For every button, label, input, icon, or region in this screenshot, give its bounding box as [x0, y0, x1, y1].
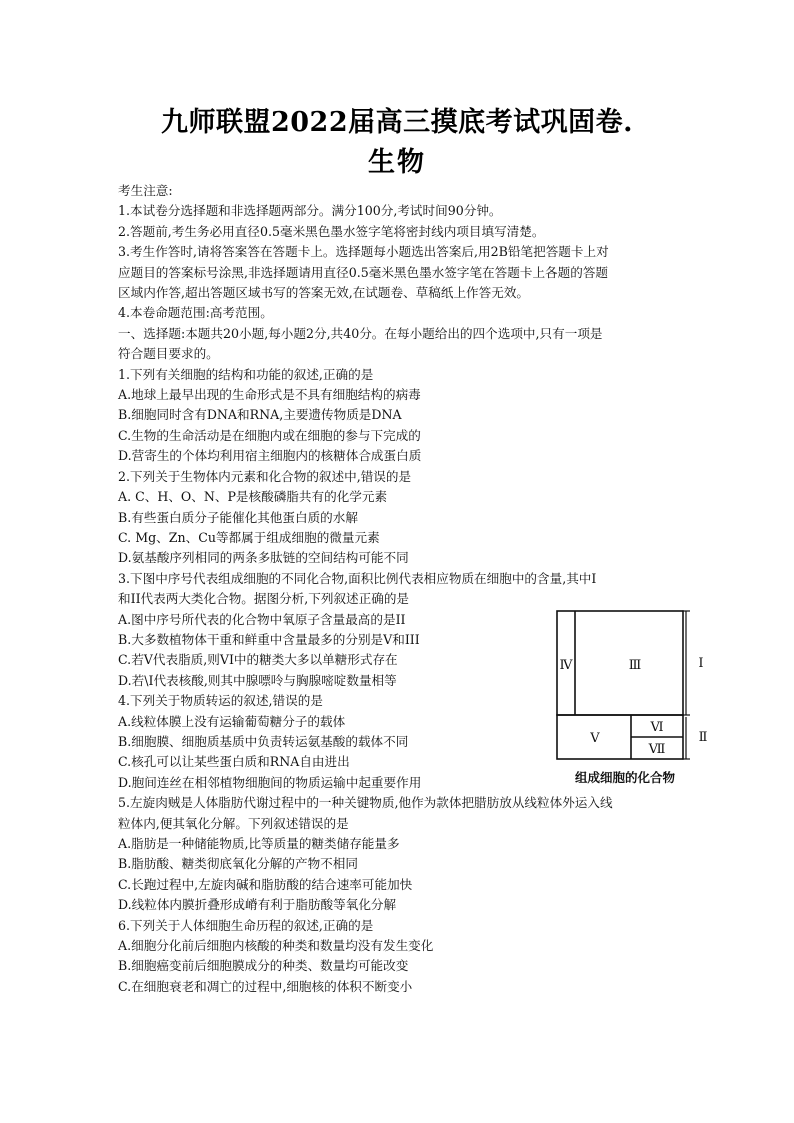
notice-item: 应题目的答案标号涂黑,非选择题请用直径0.5毫米黑色墨水签字笔在答题卡上各题的答题 [118, 264, 609, 280]
exam-title: 九师联盟2022届高三摸底考试巩固卷. [160, 107, 634, 138]
option-c: C.若V代表脂质,则VI中的糖类大多以单糖形式存在 [118, 652, 398, 668]
question-stem-cont: 和II代表两大类化合物。据图分析,下列叙述正确的是 [118, 591, 410, 607]
question-stem: 6.下列关于人体细胞生命历程的叙述,正确的是 [118, 917, 374, 933]
option-c: C. Mg、Zn、Cu等都属于组成细胞的微量元素 [118, 529, 380, 545]
option-c: C.核孔可以让某些蛋白质和RNA自由进出 [118, 754, 350, 770]
option-d: D.线粒体内膜折叠形成嵴有利于脂肪酸等氧化分解 [118, 897, 397, 913]
notice-item: 4.本卷命题范围:高考范围。 [118, 305, 273, 321]
option-b: B.脂肪酸、糖类彻底氧化分解的产物不相同 [118, 856, 358, 872]
notice-item: 区域内作答,超出答题区域书写的答案无效,在试题卷、草稿纸上作答无效。 [118, 285, 530, 301]
notice-heading: 考生注意: [118, 183, 173, 198]
option-b: B.大多数植物体干重和鲜重中含量最多的分别是V和III [118, 631, 420, 647]
option-d: D.胞间连丝在相邻植物细胞间的物质运输中起重要作用 [118, 774, 422, 790]
option-d: D.若\I代表核酸,则其中腺嘌呤与胸腺嘧啶数量相等 [118, 672, 397, 688]
question-stem: 4.下列关于物质转运的叙述,错误的是 [118, 693, 323, 709]
compound-diagram-svg [553, 607, 713, 767]
option-a: A.地球上最早出现的生命形式是不具有细胞结构的病毒 [118, 387, 421, 403]
option-c: C.长跑过程中,左旋肉碱和脂肪酸的结合速率可能加快 [118, 876, 413, 892]
option-b: B.细胞同时含有DNA和RNA,主要遗传物质是DNA [118, 407, 402, 423]
region-i-box [557, 611, 683, 715]
section-heading: 一、选择题:本题共20小题,每小题2分,共40分。在每小题给出的四个选项中,只有一项是 [118, 325, 603, 341]
option-a: A.细胞分化前后细胞内核酸的种类和数量均没有发生变化 [118, 938, 434, 954]
option-c: C.在细胞衰老和凋亡的过程中,细胞核的体积不断变小 [118, 978, 413, 994]
exam-body [118, 181, 678, 997]
label-ii: Ⅱ [698, 730, 708, 745]
question-stem: 1.下列有关细胞的结构和功能的叙述,正确的是 [118, 366, 374, 382]
option-a: A.脂肪是一种储能物质,比等质量的糖类储存能量多 [118, 836, 400, 851]
label-vii: Ⅶ [648, 742, 666, 757]
option-a: A. C、H、O、N、P是核酸磷脂共有的化学元素 [118, 489, 388, 505]
question-stem: 3.下图中序号代表组成细胞的不同化合物,面积比例代表相应物质在细胞中的含量,其中I [118, 570, 597, 586]
option-d: D.营寄生的个体均利用宿主细胞内的核糖体合成蛋白质 [118, 448, 422, 464]
option-d: D.氨基酸序列相同的两条多肽链的空间结构可能不同 [118, 550, 409, 566]
label-vi: Ⅵ [650, 720, 664, 735]
question-stem: 2.下列关于生物体内元素和化合物的叙述中,错误的是 [118, 468, 412, 484]
compound-diagram [553, 607, 713, 787]
option-b: B.细胞膜、细胞质基质中负责转运氨基酸的载体不同 [118, 733, 409, 749]
notice-item: 2.答题前,考生务必用直径0.5毫米黑色墨水签字笔将密封线内项目填写清楚。 [118, 223, 545, 239]
question-stem-cont: 粒体内,便其氧化分解。下列叙述错误的是 [118, 815, 349, 831]
label-i: Ⅰ [698, 656, 704, 671]
label-iv: Ⅳ [559, 658, 573, 673]
question-stem: 5.左旋肉贼是人体脂肪代谢过程中的一种关键物质,他作为款体把腊肪放从线粒体外运入线 [118, 795, 613, 811]
option-b: B.有些蛋白质分子能催化其他蛋白质的水解 [118, 509, 358, 525]
subject-title: 生物 [368, 147, 426, 178]
option-a: A.图中序号所代表的化合物中氧原子含量最高的是II [118, 611, 406, 627]
option-c: C.生物的生命活动是在细胞内或在细胞的参与下完成的 [118, 427, 421, 443]
notice-item: 1.本试卷分选择题和非选择题两部分。满分100分,考试时间90分钟。 [118, 203, 502, 219]
diagram-caption: 组成细胞的化合物 [575, 770, 676, 785]
option-b: B.细胞癌变前后细胞膜成分的种类、数量均可能改变 [118, 958, 409, 974]
label-v: Ⅴ [590, 731, 600, 746]
label-iii: Ⅲ [628, 658, 642, 673]
section-heading-cont: 符合题目要求的。 [118, 346, 219, 362]
notice-item: 3.考生作答时,请将答案答在答题卡上。选择题每小题选出答案后,用2B铅笔把答题卡上对 [118, 244, 609, 260]
option-a: A.线粒体膜上没有运输葡萄糖分子的载体 [118, 713, 346, 729]
